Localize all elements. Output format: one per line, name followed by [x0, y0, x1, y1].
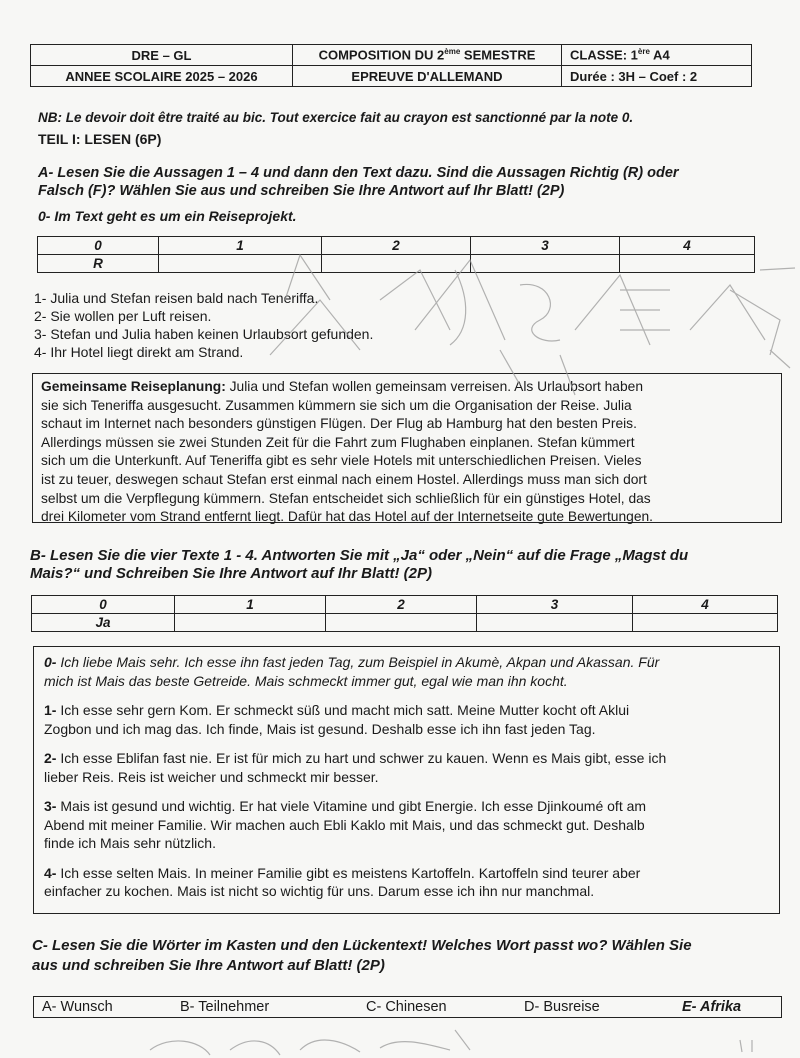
word-box: [33, 996, 782, 1018]
section-a-example: 0- Im Text geht es um ein Reiseprojekt.: [38, 208, 297, 224]
grid-a-head-4: 4: [620, 237, 755, 255]
statement-1: 1- Julia und Stefan reisen bald nach Teneriffa.: [34, 290, 319, 306]
grid-b-answer-2: [326, 614, 477, 632]
section-b-instruction: B- Lesen Sie die vier Texte 1 - 4. Antworten Sie mit „Ja“ oder „Nein“ auf die Frage „Magst du Mais?“ und Schreiben Sie Ihre Antwort auf Ihr Blatt! (2P): [30, 547, 689, 582]
section-b-answer-grid: [31, 595, 778, 632]
word-e: E- Afrika: [682, 999, 742, 1015]
reading-text-box: Gemeinsame Reiseplanung: Julia und Stefan wollen gemeinsam verreisen. Als Urlaubsort haben sie sich Teneriffa ausgesucht. Zusammen kümmern sie sich um die Organisation der Reise. Julia schaut im Internet nach besonders günstigen Flügen. Der Flug ab Hamburg hat den besten Preis. Allerdings müssen sie zwei Stunden Zeit für die Fahrt zum Flughaben einplanen. Stefan kümmert sich um die Unterkunft. Auf Teneriffa gibt es sehr viele Hotels mit unterschiedlichen Preisen. Vieles ist zu teuer, deswegen schaut Stefan erst einmal nach einem Hostel. Allerdings muss man sich dort selbst um die Verpflegung kümmern. Stefan entscheidet sich schließlich für ein günstiges Hotel, das drei Kilometer vom Strand entfernt liegt. Dafür hat das Hotel auf der Internetseite gute Bewertungen.: [32, 373, 782, 523]
header-duree: Durée : 3H – Coef : 2: [562, 66, 752, 87]
grid-b-answer-0: Ja: [32, 614, 175, 632]
teil-heading: TEIL I: LESEN (6P): [38, 131, 162, 147]
grid-a-answer-3: [471, 255, 620, 273]
grid-a-answer-1: [159, 255, 322, 273]
grid-b-answer-4: [633, 614, 778, 632]
mais-text-2: 2- Ich esse Eblifan fast nie. Er ist für mich zu hart und schwer zu kauen. Wenn es Mais gibt, esse ich lieber Reis. Reis ist weicher und schmeckt mir besser.: [44, 750, 667, 785]
statement-3: 3- Stefan und Julia haben keinen Urlaubsort gefunden.: [34, 326, 374, 342]
grid-b-answer-1: [175, 614, 326, 632]
grid-b-head-3: 3: [477, 596, 633, 614]
statement-2: 2- Sie wollen per Luft reisen.: [34, 308, 212, 324]
header-epreuve: EPREUVE D'ALLEMAND: [293, 66, 562, 87]
section-a-statements: [34, 289, 373, 361]
section-a-answer-grid: [37, 236, 755, 273]
nb-note: NB: Le devoir doit être traité au bic. Tout exercice fait au crayon est sanctionné par la note 0.: [38, 110, 634, 125]
grid-a-head-2: 2: [322, 237, 471, 255]
mais-text-3: 3- Mais ist gesund und wichtig. Er hat viele Vitamine und gibt Energie. Ich esse Djinkoumé oft am Abend mit meiner Familie. Wir machen auch Ebli Kaklo mit Mais, und das schmeckt gut. Deshalb finde ich Mais sehr nützlich.: [44, 798, 647, 851]
header-annee: ANNEE SCOLAIRE 2025 – 2026: [31, 66, 293, 87]
word-a: A- Wunsch: [42, 999, 113, 1015]
grid-a-head-3: 3: [471, 237, 620, 255]
header-table: [30, 44, 752, 87]
section-a-instruction: A- Lesen Sie die Aussagen 1 – 4 und dann den Text dazu. Sind die Aussagen Richtig (R) oder Falsch (F)? Wählen Sie aus und schreiben Sie Ihre Antwort auf Ihr Blatt! (2P): [38, 165, 679, 199]
grid-b-head-1: 1: [175, 596, 326, 614]
word-c: C- Chinesen: [366, 999, 447, 1015]
mais-texts-box: [33, 646, 780, 914]
header-classe: CLASSE: 1ère A4: [562, 45, 752, 66]
statement-4: 4- Ihr Hotel liegt direkt am Strand.: [34, 344, 244, 360]
grid-a-answer-0: R: [38, 255, 159, 273]
word-b: B- Teilnehmer: [180, 999, 270, 1015]
grid-b-head-0: 0: [32, 596, 175, 614]
header-composition: COMPOSITION DU 2ème SEMESTRE: [293, 45, 562, 66]
reading-text-title: Gemeinsame Reiseplanung:: [41, 379, 226, 394]
grid-b-head-2: 2: [326, 596, 477, 614]
mais-text-0: 0- Ich liebe Mais sehr. Ich esse ihn fast jeden Tag, zum Beispiel in Akumè, Akpan und Akassan. Für mich ist Mais das beste Getreide. Mais schmeckt immer gut, egal wie man ihn kocht.: [44, 654, 660, 689]
grid-a-answer-2: [322, 255, 471, 273]
mais-text-1: 1- Ich esse sehr gern Kom. Er schmeckt süß und macht mich satt. Meine Mutter kocht oft Aklui Zogbon und ich mag das. Ich finde, Mais ist gesund. Deshalb esse ich ihn fast jeden Tag.: [44, 702, 630, 737]
grid-a-head-1: 1: [159, 237, 322, 255]
grid-a-head-0: 0: [38, 237, 159, 255]
mais-text-4: 4- Ich esse selten Mais. In meiner Familie gibt es meistens Kartoffeln. Kartoffeln sind teurer aber einfacher zu kochen. Mais ist nicht so wichtig für uns. Darum esse ich ihn nur manchmal.: [44, 864, 641, 899]
grid-a-answer-4: [620, 255, 755, 273]
section-c-instruction: C- Lesen Sie die Wörter im Kasten und den Lückentext! Welches Wort passt wo? Wählen Sie aus und schreiben Sie Ihre Antwort auf Blatt! (2P): [32, 937, 692, 974]
grid-b-answer-3: [477, 614, 633, 632]
grid-b-head-4: 4: [633, 596, 778, 614]
header-dre: DRE – GL: [31, 45, 293, 66]
word-d: D- Busreise: [524, 999, 600, 1015]
